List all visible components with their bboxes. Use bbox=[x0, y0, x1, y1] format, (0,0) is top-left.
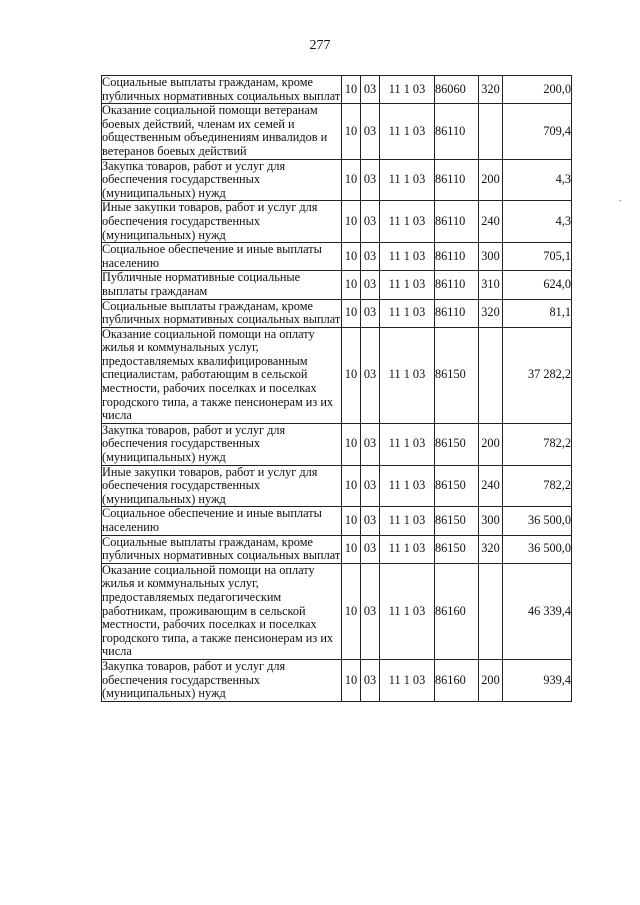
expense-item-code-cell: 86110 bbox=[435, 201, 479, 243]
row-name-cell: Публичные нормативные социальные выплаты гражданам bbox=[102, 271, 342, 299]
row-name-cell: Социальные выплаты гражданам, кроме публичных нормативных социальных выплат bbox=[102, 75, 341, 103]
expense-item-code-cell: 86110 bbox=[435, 271, 479, 299]
program-code-cell: 11 1 03 bbox=[380, 465, 435, 507]
subsection-code-cell: 03 bbox=[361, 535, 380, 563]
program-code-cell: 11 1 03 bbox=[380, 299, 435, 327]
budget-table-body bbox=[102, 76, 572, 702]
table-row bbox=[102, 423, 572, 465]
amount-cell: 36 500,0 bbox=[503, 535, 572, 563]
amount-cell: 4,3 bbox=[503, 159, 572, 201]
expense-item-code-cell: 86110 bbox=[435, 299, 479, 327]
page-number: 277 bbox=[309, 38, 331, 53]
row-name-cell: Социальное обеспечение и иные выплаты населению bbox=[102, 243, 342, 271]
table-row bbox=[102, 327, 572, 423]
program-code-cell: 11 1 03 bbox=[380, 423, 435, 465]
subsection-code-cell: 03 bbox=[361, 507, 380, 535]
section-code-cell: 10 bbox=[342, 563, 361, 659]
amount-cell: 46 339,4 bbox=[503, 563, 572, 659]
expense-type-code-cell: 320 bbox=[479, 299, 503, 327]
expense-type-code-cell bbox=[479, 104, 503, 159]
expense-type-code-cell: 310 bbox=[479, 271, 503, 299]
table-row bbox=[102, 507, 572, 535]
table-row bbox=[102, 535, 572, 563]
program-code-cell: 11 1 03 bbox=[380, 271, 435, 299]
section-code-cell: 10 bbox=[342, 659, 361, 701]
row-name-cell: Социальные выплаты гражданам, кроме публичных нормативных социальных выплат bbox=[102, 534, 341, 563]
subsection-code-cell: 03 bbox=[361, 76, 380, 104]
program-code-cell: 11 1 03 bbox=[380, 659, 435, 701]
section-code-cell: 10 bbox=[342, 423, 361, 465]
row-name-cell: Оказание социальной помощи ветеранам боевых действий, членам их семей и общественным объединениям инвалидов и ветеранов боевых действий bbox=[102, 104, 342, 159]
section-code-cell: 10 bbox=[342, 507, 361, 535]
table-row bbox=[102, 159, 572, 201]
expense-item-code-cell: 86110 bbox=[435, 243, 479, 271]
amount-cell: 36 500,0 bbox=[503, 507, 572, 535]
amount-cell: 81,1 bbox=[503, 299, 572, 327]
program-code-cell: 11 1 03 bbox=[380, 535, 435, 563]
subsection-code-cell: 03 bbox=[361, 299, 380, 327]
section-code-cell: 10 bbox=[342, 535, 361, 563]
expense-type-code-cell: 320 bbox=[479, 76, 503, 104]
expense-type-code-cell: 300 bbox=[479, 243, 503, 271]
row-name-cell: Закупка товаров, работ и услуг для обеспечения государственных (муниципальных) нужд bbox=[102, 659, 342, 701]
section-code-cell: 10 bbox=[342, 299, 361, 327]
program-code-cell: 11 1 03 bbox=[380, 507, 435, 535]
program-code-cell: 11 1 03 bbox=[380, 76, 435, 104]
row-name-cell: Иные закупки товаров, работ и услуг для обеспечения государственных (муниципальных) нужд bbox=[102, 201, 342, 243]
table-row bbox=[102, 271, 572, 299]
section-code-cell: 10 bbox=[342, 327, 361, 423]
expense-type-code-cell: 240 bbox=[479, 201, 503, 243]
row-name-cell: Социальные выплаты гражданам, кроме публичных нормативных социальных выплат bbox=[102, 298, 341, 327]
subsection-code-cell: 03 bbox=[361, 659, 380, 701]
expense-item-code-cell: 86150 bbox=[435, 423, 479, 465]
amount-cell: 4,3 bbox=[503, 201, 572, 243]
row-name-cell: Социальное обеспечение и иные выплаты населению bbox=[102, 507, 342, 535]
subsection-code-cell: 03 bbox=[361, 327, 380, 423]
expense-type-code-cell: 300 bbox=[479, 507, 503, 535]
table-row bbox=[102, 465, 572, 507]
program-code-cell: 11 1 03 bbox=[380, 104, 435, 159]
expense-type-code-cell: 240 bbox=[479, 465, 503, 507]
amount-cell: 782,2 bbox=[503, 423, 572, 465]
section-code-cell: 10 bbox=[342, 159, 361, 201]
amount-cell: 939,4 bbox=[503, 659, 572, 701]
budget-table bbox=[101, 75, 572, 702]
expense-item-code-cell: 86160 bbox=[435, 563, 479, 659]
program-code-cell: 11 1 03 bbox=[380, 201, 435, 243]
program-code-cell: 11 1 03 bbox=[380, 243, 435, 271]
section-code-cell: 10 bbox=[342, 465, 361, 507]
amount-cell: 705,1 bbox=[503, 243, 572, 271]
table-row bbox=[102, 201, 572, 243]
row-name-cell: Оказание социальной помощи на оплату жилья и коммунальных услуг, предоставляемых квалифицированным специалистам, работающим в сельской местности, рабочих поселках и поселках городского типа, а также пенсионерам из их числа bbox=[102, 327, 342, 423]
subsection-code-cell: 03 bbox=[361, 159, 380, 201]
section-code-cell: 10 bbox=[342, 104, 361, 159]
table-row bbox=[102, 563, 572, 659]
expense-type-code-cell bbox=[479, 563, 503, 659]
subsection-code-cell: 03 bbox=[361, 201, 380, 243]
expense-type-code-cell: 320 bbox=[479, 535, 503, 563]
expense-type-code-cell: 200 bbox=[479, 659, 503, 701]
amount-cell: 200,0 bbox=[503, 76, 572, 104]
program-code-cell: 11 1 03 bbox=[380, 159, 435, 201]
expense-item-code-cell: 86150 bbox=[435, 465, 479, 507]
expense-item-code-cell: 86110 bbox=[435, 159, 479, 201]
row-name-cell: Закупка товаров, работ и услуг для обеспечения государственных (муниципальных) нужд bbox=[102, 159, 342, 201]
expense-item-code-cell: 86060 bbox=[435, 76, 479, 104]
section-code-cell: 10 bbox=[342, 76, 361, 104]
program-code-cell: 11 1 03 bbox=[380, 327, 435, 423]
margin-mark: - bbox=[619, 196, 622, 205]
table-row bbox=[102, 104, 572, 159]
subsection-code-cell: 03 bbox=[361, 271, 380, 299]
amount-cell: 709,4 bbox=[503, 104, 572, 159]
table-row bbox=[102, 243, 572, 271]
expense-item-code-cell: 86150 bbox=[435, 327, 479, 423]
subsection-code-cell: 03 bbox=[361, 104, 380, 159]
expense-item-code-cell: 86160 bbox=[435, 659, 479, 701]
row-name-cell: Иные закупки товаров, работ и услуг для обеспечения государственных (муниципальных) нужд bbox=[102, 465, 342, 507]
expense-type-code-cell: 200 bbox=[479, 159, 503, 201]
row-name-cell: Оказание социальной помощи на оплату жилья и коммунальных услуг, предоставляемых педагогическим работникам, проживающим в сельской местности, рабочих поселках и поселках городского типа, а также пенсионерам из их числа bbox=[102, 563, 342, 659]
expense-item-code-cell: 86110 bbox=[435, 104, 479, 159]
subsection-code-cell: 03 bbox=[361, 243, 380, 271]
section-code-cell: 10 bbox=[342, 201, 361, 243]
amount-cell: 782,2 bbox=[503, 465, 572, 507]
subsection-code-cell: 03 bbox=[361, 423, 380, 465]
subsection-code-cell: 03 bbox=[361, 465, 380, 507]
subsection-code-cell: 03 bbox=[361, 563, 380, 659]
row-name-cell: Закупка товаров, работ и услуг для обеспечения государственных (муниципальных) нужд bbox=[102, 423, 342, 465]
table-row bbox=[102, 76, 572, 104]
expense-item-code-cell: 86150 bbox=[435, 535, 479, 563]
table-row bbox=[102, 299, 572, 327]
table-row bbox=[102, 659, 572, 701]
section-code-cell: 10 bbox=[342, 271, 361, 299]
program-code-cell: 11 1 03 bbox=[380, 563, 435, 659]
expense-type-code-cell bbox=[479, 327, 503, 423]
section-code-cell: 10 bbox=[342, 243, 361, 271]
amount-cell: 624,0 bbox=[503, 271, 572, 299]
amount-cell: 37 282,2 bbox=[503, 327, 572, 423]
expense-type-code-cell: 200 bbox=[479, 423, 503, 465]
expense-item-code-cell: 86150 bbox=[435, 507, 479, 535]
